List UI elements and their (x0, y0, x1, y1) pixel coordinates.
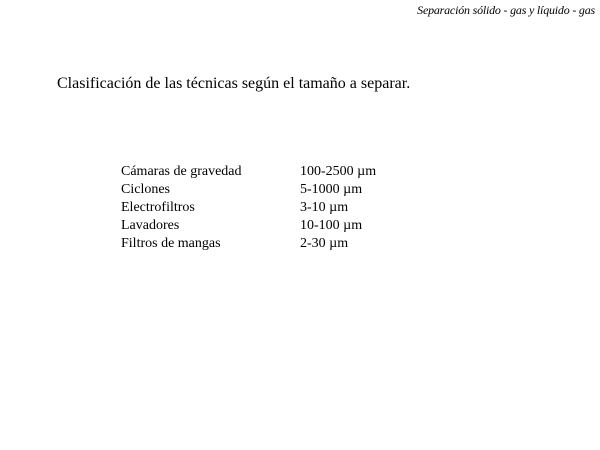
particle-size: 2-30 µm (300, 236, 349, 251)
table-row (121, 235, 420, 253)
particle-size: 10-100 µm (300, 218, 363, 233)
technique-name: Lavadores (121, 218, 180, 233)
table-row (121, 217, 420, 235)
table-row (121, 163, 420, 181)
particle-size: 3-10 µm (300, 200, 349, 215)
table-row (121, 181, 420, 199)
page-title: Clasificación de las técnicas según el tamaño a separar. (57, 75, 411, 92)
particle-size: 5-1000 µm (300, 182, 363, 197)
technique-name: Filtros de mangas (121, 236, 221, 251)
technique-name: Cámaras de gravedad (121, 164, 242, 179)
slide-header: Separación sólido - gas y líquido - gas (417, 3, 595, 17)
techniques-table (121, 163, 420, 253)
technique-name: Ciclones (121, 182, 170, 197)
technique-name: Electrofiltros (121, 200, 195, 215)
table-row (121, 199, 420, 217)
particle-size: 100-2500 µm (300, 164, 377, 179)
